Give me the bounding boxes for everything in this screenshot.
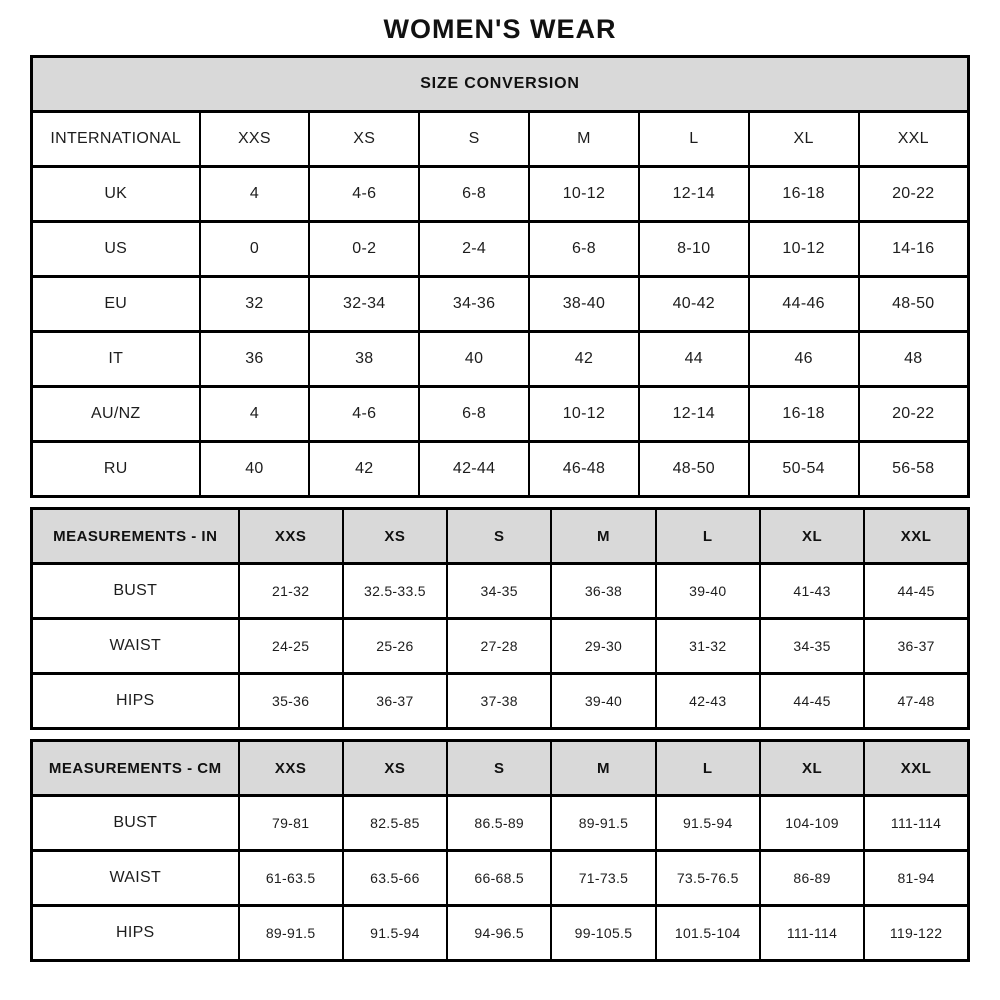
- table-row: [32, 57, 969, 112]
- measurement-value-cell: 35-36: [239, 674, 343, 729]
- row-label: HIPS: [32, 906, 239, 961]
- size-conversion-body: [32, 57, 969, 497]
- table-row: [32, 906, 969, 961]
- column-header-size: XXS: [239, 741, 343, 796]
- column-header-size: M: [551, 509, 655, 564]
- measurements-cm-body: [32, 741, 969, 961]
- size-value-cell: 48: [859, 332, 969, 387]
- size-conversion-table: [30, 55, 970, 498]
- size-value-cell: 46-48: [529, 442, 639, 497]
- column-header-size: S: [419, 112, 529, 167]
- size-value-cell: 38: [309, 332, 419, 387]
- measurements-in-table: [30, 507, 970, 730]
- measurement-value-cell: 79-81: [239, 796, 343, 851]
- row-label: AU/NZ: [32, 387, 200, 442]
- column-header-size: XXL: [864, 741, 968, 796]
- size-value-cell: 32: [200, 277, 310, 332]
- table-row: [32, 564, 969, 619]
- table-row: [32, 222, 969, 277]
- size-value-cell: 56-58: [859, 442, 969, 497]
- size-value-cell: 20-22: [859, 167, 969, 222]
- size-value-cell: 8-10: [639, 222, 749, 277]
- measurement-value-cell: 36-38: [551, 564, 655, 619]
- measurement-value-cell: 34-35: [760, 619, 864, 674]
- size-value-cell: 6-8: [529, 222, 639, 277]
- column-header-size: XS: [343, 741, 447, 796]
- size-value-cell: 48-50: [859, 277, 969, 332]
- measurement-value-cell: 44-45: [864, 564, 968, 619]
- table-row: [32, 796, 969, 851]
- size-value-cell: 44: [639, 332, 749, 387]
- column-header-size: L: [656, 741, 760, 796]
- measurement-value-cell: 41-43: [760, 564, 864, 619]
- size-value-cell: 10-12: [529, 167, 639, 222]
- row-label: BUST: [32, 796, 239, 851]
- table-row: [32, 509, 969, 564]
- measurements-header: MEASUREMENTS - CM: [32, 741, 239, 796]
- measurement-value-cell: 66-68.5: [447, 851, 551, 906]
- size-value-cell: 50-54: [749, 442, 859, 497]
- measurement-value-cell: 91.5-94: [343, 906, 447, 961]
- measurement-value-cell: 36-37: [864, 619, 968, 674]
- size-value-cell: 34-36: [419, 277, 529, 332]
- size-value-cell: 12-14: [639, 167, 749, 222]
- size-value-cell: 2-4: [419, 222, 529, 277]
- measurement-value-cell: 91.5-94: [656, 796, 760, 851]
- measurements-cm-table: [30, 739, 970, 962]
- column-header-size: XS: [343, 509, 447, 564]
- measurement-value-cell: 36-37: [343, 674, 447, 729]
- measurement-value-cell: 61-63.5: [239, 851, 343, 906]
- column-header-size: M: [529, 112, 639, 167]
- size-value-cell: 48-50: [639, 442, 749, 497]
- measurement-value-cell: 47-48: [864, 674, 968, 729]
- column-header-size: L: [639, 112, 749, 167]
- measurement-value-cell: 37-38: [447, 674, 551, 729]
- measurements-header: MEASUREMENTS - IN: [32, 509, 239, 564]
- size-value-cell: 6-8: [419, 387, 529, 442]
- measurement-value-cell: 111-114: [760, 906, 864, 961]
- measurement-value-cell: 89-91.5: [239, 906, 343, 961]
- measurement-value-cell: 21-32: [239, 564, 343, 619]
- column-header-size: XL: [760, 509, 864, 564]
- size-value-cell: 44-46: [749, 277, 859, 332]
- column-header-size: XL: [749, 112, 859, 167]
- row-label: EU: [32, 277, 200, 332]
- column-header-size: M: [551, 741, 655, 796]
- table-row: [32, 741, 969, 796]
- row-label: UK: [32, 167, 200, 222]
- measurement-value-cell: 25-26: [343, 619, 447, 674]
- size-value-cell: 14-16: [859, 222, 969, 277]
- measurement-value-cell: 119-122: [864, 906, 968, 961]
- size-value-cell: 0: [200, 222, 310, 277]
- measurement-value-cell: 39-40: [551, 674, 655, 729]
- size-value-cell: 10-12: [749, 222, 859, 277]
- size-value-cell: 12-14: [639, 387, 749, 442]
- row-label: HIPS: [32, 674, 239, 729]
- row-label: BUST: [32, 564, 239, 619]
- size-conversion-header: SIZE CONVERSION: [32, 57, 969, 112]
- measurements-in-body: [32, 509, 969, 729]
- measurement-value-cell: 94-96.5: [447, 906, 551, 961]
- column-header-size: XXL: [859, 112, 969, 167]
- size-value-cell: 10-12: [529, 387, 639, 442]
- table-row: [32, 442, 969, 497]
- row-label: WAIST: [32, 619, 239, 674]
- size-value-cell: 4-6: [309, 387, 419, 442]
- measurement-value-cell: 34-35: [447, 564, 551, 619]
- measurement-value-cell: 86-89: [760, 851, 864, 906]
- size-value-cell: 38-40: [529, 277, 639, 332]
- size-value-cell: 40: [200, 442, 310, 497]
- table-row: [32, 112, 969, 167]
- measurement-value-cell: 73.5-76.5: [656, 851, 760, 906]
- size-value-cell: 4: [200, 167, 310, 222]
- measurement-value-cell: 81-94: [864, 851, 968, 906]
- column-header-size: S: [447, 509, 551, 564]
- size-value-cell: 42: [529, 332, 639, 387]
- table-row: [32, 332, 969, 387]
- row-label: WAIST: [32, 851, 239, 906]
- column-header-international: INTERNATIONAL: [32, 112, 200, 167]
- column-header-size: XXL: [864, 509, 968, 564]
- table-row: [32, 619, 969, 674]
- column-header-size: XXS: [239, 509, 343, 564]
- size-value-cell: 40-42: [639, 277, 749, 332]
- measurement-value-cell: 31-32: [656, 619, 760, 674]
- measurement-value-cell: 104-109: [760, 796, 864, 851]
- measurement-value-cell: 82.5-85: [343, 796, 447, 851]
- row-label: RU: [32, 442, 200, 497]
- measurement-value-cell: 89-91.5: [551, 796, 655, 851]
- column-header-size: L: [656, 509, 760, 564]
- row-label: US: [32, 222, 200, 277]
- measurement-value-cell: 24-25: [239, 619, 343, 674]
- measurement-value-cell: 111-114: [864, 796, 968, 851]
- measurement-value-cell: 27-28: [447, 619, 551, 674]
- column-header-size: S: [447, 741, 551, 796]
- size-value-cell: 20-22: [859, 387, 969, 442]
- measurement-value-cell: 86.5-89: [447, 796, 551, 851]
- measurement-value-cell: 44-45: [760, 674, 864, 729]
- page-title: WOMEN'S WEAR: [383, 14, 617, 44]
- size-value-cell: 36: [200, 332, 310, 387]
- size-value-cell: 4-6: [309, 167, 419, 222]
- size-value-cell: 40: [419, 332, 529, 387]
- measurement-value-cell: 99-105.5: [551, 906, 655, 961]
- table-row: [32, 851, 969, 906]
- measurement-value-cell: 63.5-66: [343, 851, 447, 906]
- table-row: [32, 277, 969, 332]
- size-value-cell: 16-18: [749, 167, 859, 222]
- size-value-cell: 46: [749, 332, 859, 387]
- column-header-size: XXS: [200, 112, 310, 167]
- measurement-value-cell: 39-40: [656, 564, 760, 619]
- size-value-cell: 16-18: [749, 387, 859, 442]
- size-value-cell: 32-34: [309, 277, 419, 332]
- measurement-value-cell: 42-43: [656, 674, 760, 729]
- size-value-cell: 42-44: [419, 442, 529, 497]
- row-label: IT: [32, 332, 200, 387]
- table-row: [32, 674, 969, 729]
- column-header-size: XL: [760, 741, 864, 796]
- measurement-value-cell: 32.5-33.5: [343, 564, 447, 619]
- measurement-value-cell: 29-30: [551, 619, 655, 674]
- size-value-cell: 42: [309, 442, 419, 497]
- column-header-size: XS: [309, 112, 419, 167]
- table-row: [32, 387, 969, 442]
- table-row: [32, 167, 969, 222]
- size-value-cell: 0-2: [309, 222, 419, 277]
- measurement-value-cell: 71-73.5: [551, 851, 655, 906]
- measurement-value-cell: 101.5-104: [656, 906, 760, 961]
- size-value-cell: 4: [200, 387, 310, 442]
- size-value-cell: 6-8: [419, 167, 529, 222]
